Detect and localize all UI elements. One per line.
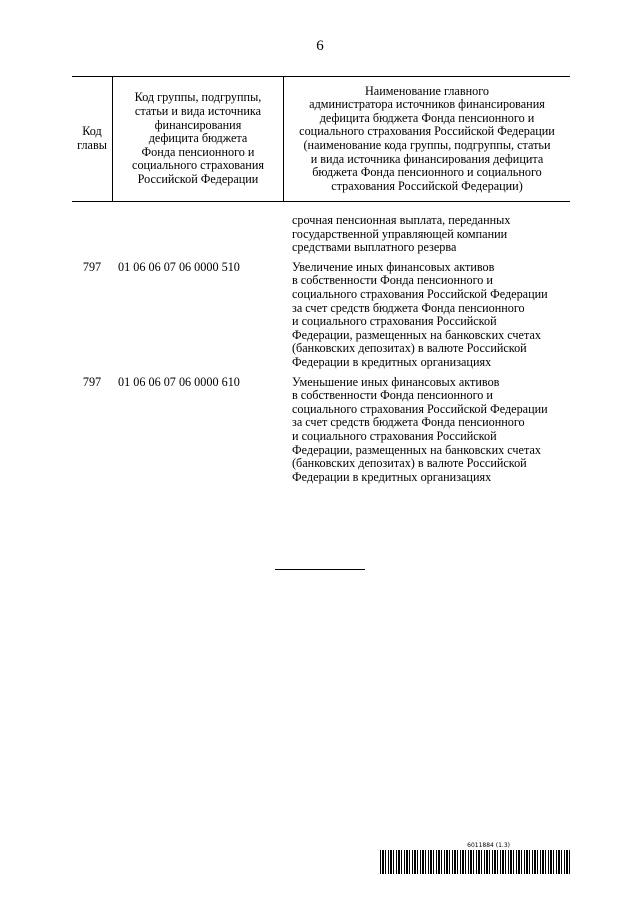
table-row — [72, 261, 570, 370]
source-name-cell: срочная пенсионная выплата, переданных государственной управляющей компании средствами выплатного резерва — [292, 213, 511, 255]
source-name-cell: Увеличение иных финансовых активов в собственности Фонда пенсионного и социального страхования Российской Федерации за счет средств бюджета Фонда пенсионного и социального страхования Российской Федерации, размещенных на банковских счетах (банковских депозитах) в валюте Российской Федерации в кредитных организациях — [292, 259, 548, 369]
table-header — [72, 76, 570, 202]
source-name-cell: Уменьшение иных финансовых активов в собственности Фонда пенсионного и социального страхования Российской Федерации за счет средств бюджета Фонда пенсионного и социального страхования Российской Федерации, размещенных на банковских счетах (банковских депозитах) в валюте Российской Федерации в кредитных организациях — [292, 374, 548, 484]
header-source-code: Код группы, подгруппы, статьи и вида источника финансирования дефицита бюджета Фонда пенсионного и социального страхования Российской Федерации — [112, 77, 284, 201]
chapter-code-cell: 797 — [82, 374, 102, 389]
source-code-cell — [112, 214, 284, 255]
barcode-block — [380, 842, 570, 874]
table-row — [72, 376, 570, 485]
barcode-icon — [380, 850, 570, 874]
table-row — [72, 214, 570, 255]
header-administrator-name: Наименование главного администратора источников финансирования дефицита бюджета Фонда пенсионного и социального страхования Российской Федерации (наименование кода группы, подгруппы, статьи и вида источника финансирования дефицита бюджета Фонда пенсионного и социального страхования Российской Федерации) — [299, 83, 555, 193]
source-code-cell: 01 06 06 07 06 0000 610 — [118, 374, 240, 389]
chapter-code-cell — [72, 214, 112, 255]
end-divider — [275, 569, 365, 570]
page-number: 6 — [316, 38, 324, 54]
barcode-label: 6011884 (1.3) — [467, 842, 510, 849]
chapter-code-cell: 797 — [82, 259, 102, 274]
source-code-cell: 01 06 06 07 06 0000 510 — [118, 259, 240, 274]
table-body — [72, 214, 570, 484]
header-chapter-code: Код главы — [77, 124, 107, 152]
sources-table — [72, 76, 570, 490]
